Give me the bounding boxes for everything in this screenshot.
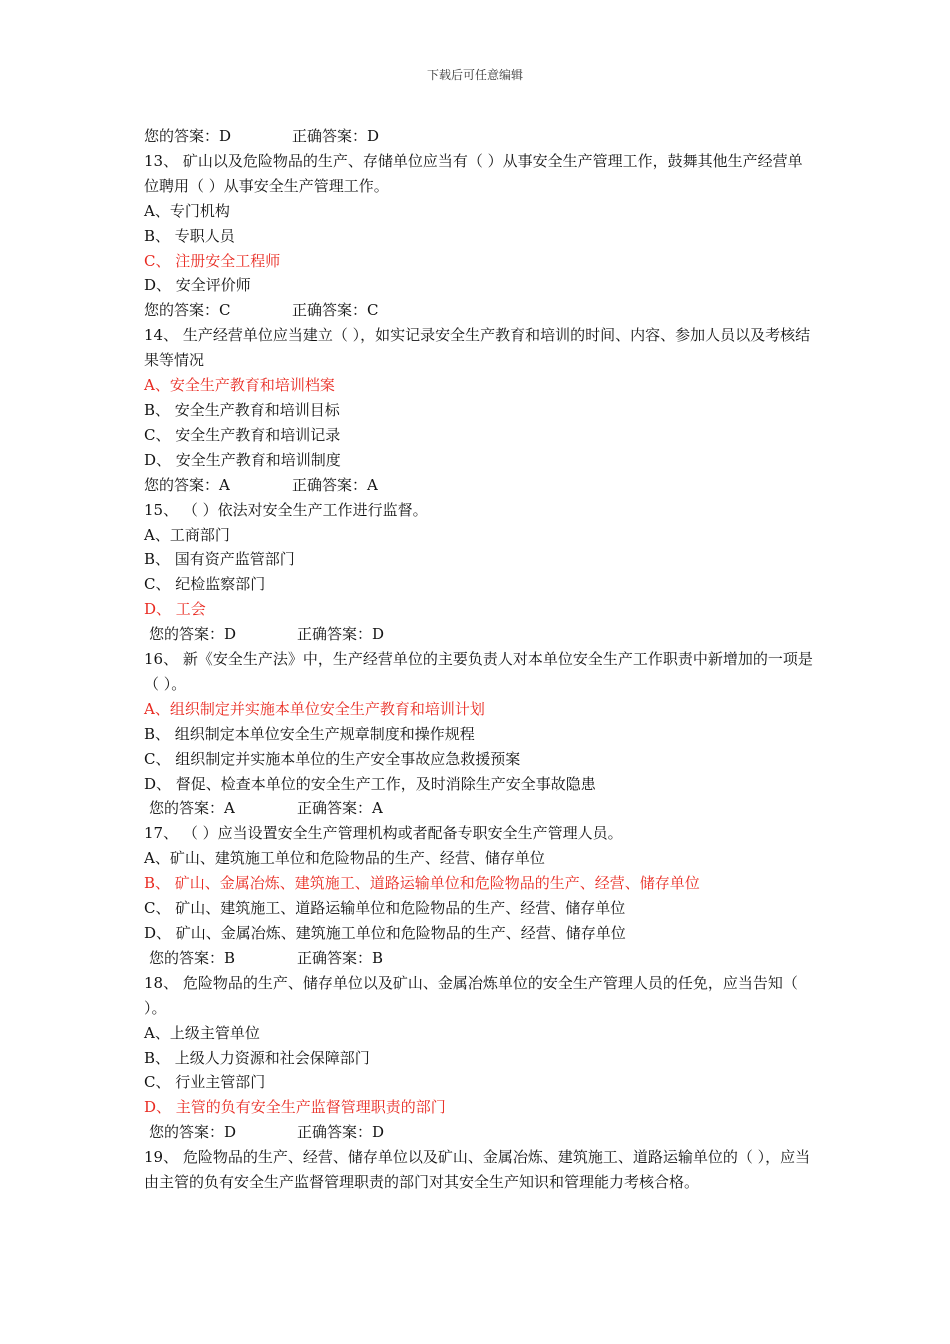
answer-line xyxy=(144,796,814,821)
your-answer-label: 您的答案： xyxy=(149,1123,225,1142)
correct-answer-value: B xyxy=(372,948,384,967)
your-answer-value: D xyxy=(219,127,232,145)
option-b: B、 上级人力资源和社会保障部门 xyxy=(144,1048,370,1067)
correct-answer-value: A xyxy=(367,475,378,494)
option-a: A、矿山、建筑施工单位和危险物品的生产、经营、储存单位 xyxy=(144,849,545,868)
option-d: D、 督促、检查本单位的安全生产工作，及时消除生产安全事故隐患 xyxy=(144,774,596,793)
answer-line xyxy=(144,622,814,647)
question-13: 13、 矿山以及危险物品的生产、存储单位应当有（ ）从事安全生产管理工作，鼓舞其他生产经营单位聘用（ ）从事安全生产管理工作。 xyxy=(144,151,803,195)
your-answer-value: C xyxy=(219,301,231,320)
your-answer-value: B xyxy=(224,948,236,967)
question-17: 17、 （ ）应当设置安全生产管理机构或者配备专职安全生产管理人员。 xyxy=(144,824,623,843)
option-c: C、 矿山、建筑施工、道路运输单位和危险物品的生产、经营、储存单位 xyxy=(144,899,626,918)
option-b: B、 国有资产监管部门 xyxy=(144,550,295,569)
option-b: B、 专职人员 xyxy=(144,226,235,245)
question-18: 18、 危险物品的生产、储存单位以及矿山、金属冶炼单位的安全生产管理人员的任免，应当告知（ ）。 xyxy=(144,973,798,1017)
option-a: A、上级主管单位 xyxy=(144,1023,260,1042)
your-answer-value: D xyxy=(224,1123,237,1142)
question-14: 14、 生产经营单位应当建立（ ），如实记录安全生产教育和培训的时间、内容、参加人员以及考核结果等情况 xyxy=(144,326,811,370)
option-d-correct: D、 工会 xyxy=(144,600,206,619)
option-a: A、专门机构 xyxy=(144,201,230,220)
option-b-correct: B、 矿山、金属冶炼、建筑施工、道路运输单位和危险物品的生产、经营、储存单位 xyxy=(144,874,700,893)
correct-answer-label: 正确答案： xyxy=(297,1123,373,1142)
option-d: D、 矿山、金属冶炼、建筑施工单位和危险物品的生产、经营、储存单位 xyxy=(144,924,626,942)
question-15: 15、 （ ）依法对安全生产工作进行监督。 xyxy=(144,500,428,519)
correct-answer-label: 正确答案： xyxy=(297,948,373,967)
option-c: C、 组织制定并实施本单位的生产安全事故应急救援预案 xyxy=(144,749,521,768)
option-d: D、 安全生产教育和培训制度 xyxy=(144,450,341,469)
correct-answer-label: 正确答案： xyxy=(292,301,368,320)
answer-line xyxy=(144,1120,814,1145)
correct-answer-value: D xyxy=(372,1123,385,1142)
option-d: D、 安全评价师 xyxy=(144,276,251,295)
answer-line xyxy=(144,946,814,971)
question-16: 16、 新《安全生产法》中，生产经营单位的主要负责人对本单位安全生产工作职责中新增加的一项是（ ）。 xyxy=(144,650,813,693)
answer-line xyxy=(144,298,814,323)
correct-answer-label: 正确答案： xyxy=(292,127,368,145)
document-body xyxy=(144,124,814,1195)
option-a-correct: A、组织制定并实施本单位安全生产教育和培训计划 xyxy=(144,699,485,718)
option-b: B、 安全生产教育和培训目标 xyxy=(144,400,340,419)
page-header: 下载后可任意编辑 xyxy=(426,68,523,82)
your-answer-value: A xyxy=(219,475,230,494)
your-answer-label: 您的答案： xyxy=(149,799,225,818)
your-answer-label: 您的答案： xyxy=(149,948,225,967)
option-a: A、工商部门 xyxy=(144,525,230,544)
correct-answer-value: C xyxy=(367,301,379,320)
option-c: C、 纪检监察部门 xyxy=(144,575,266,594)
your-answer-label: 您的答案： xyxy=(149,625,225,644)
question-19: 19、 危险物品的生产、经营、储存单位以及矿山、金属冶炼、建筑施工、道路运输单位的（ ），应当由主管的负有安全生产监督管理职责的部门对其安全生产知识和管理能力考核合格。 xyxy=(144,1148,811,1192)
correct-answer-label: 正确答案： xyxy=(297,625,373,644)
option-b: B、 组织制定本单位安全生产规章制度和操作规程 xyxy=(144,724,475,743)
option-c-correct: C、 注册安全工程师 xyxy=(144,251,281,270)
correct-answer-label: 正确答案： xyxy=(292,475,368,494)
answer-line xyxy=(144,124,814,149)
correct-answer-value: A xyxy=(372,799,383,818)
your-answer-label: 您的答案： xyxy=(144,301,220,320)
correct-answer-value: D xyxy=(367,127,380,145)
option-c: C、 安全生产教育和培训记录 xyxy=(144,425,341,444)
option-d-correct: D、 主管的负有安全生产监督管理职责的部门 xyxy=(144,1098,446,1117)
option-c: C、 行业主管部门 xyxy=(144,1073,266,1092)
your-answer-value: D xyxy=(224,625,237,644)
your-answer-label: 您的答案： xyxy=(144,475,220,494)
your-answer-value: A xyxy=(224,799,235,818)
your-answer-label: 您的答案： xyxy=(144,127,220,145)
option-a-correct: A、安全生产教育和培训档案 xyxy=(144,376,335,395)
correct-answer-value: D xyxy=(372,625,385,644)
answer-line xyxy=(144,473,814,498)
correct-answer-label: 正确答案： xyxy=(297,799,373,818)
